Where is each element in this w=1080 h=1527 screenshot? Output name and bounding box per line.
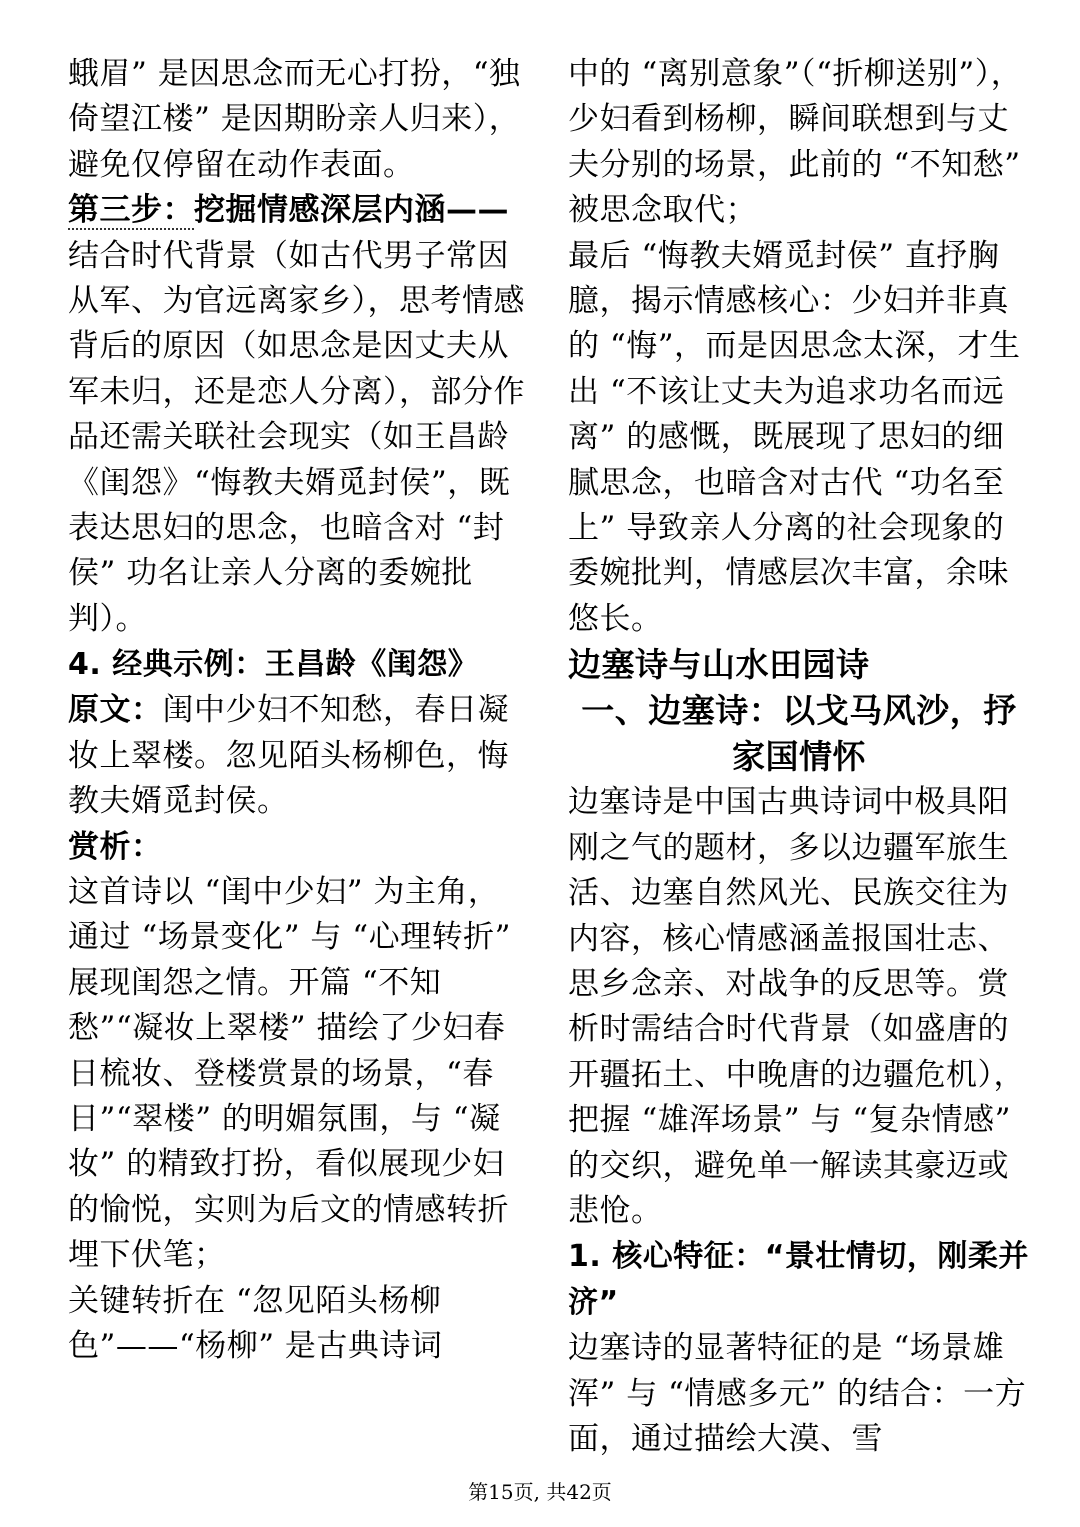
- step-title: 挖掘情感深层内涵——: [194, 192, 509, 229]
- paragraph: 中的 “离别意象”（“折柳送别”），少妇看到杨柳，瞬间联想到与丈夫分别的场景，此前的 “不知愁” 被思念取代；: [568, 56, 1023, 229]
- subsection-heading: 1. 核心特征：“景壮情切，刚柔并济”: [568, 1239, 1029, 1321]
- appreciation-label: 赏析：: [68, 828, 163, 865]
- paragraph: 最后 “悔教夫婿觅封侯” 直抒胸臆，揭示情感核心：少妇并非真的 “悔”，而是因思念太深，才生出 “不该让丈夫为追求功名而远离” 的感慨，既展现了思妇的细腻思念，也暗含对古代 “功名至上” 导致亲人分离的社会现象的委婉批判，情感层次丰富，余味悠长。: [568, 237, 1021, 637]
- chapter-heading: 边塞诗与山水田园诗: [568, 645, 870, 685]
- original-label: 原文：: [68, 692, 163, 729]
- page-footer: 第15页, 共42页: [468, 1480, 612, 1504]
- right-column: [568, 52, 1030, 1463]
- section-heading: 4. 经典示例：王昌龄《闺怨》: [68, 647, 479, 683]
- paragraph: 关键转折在 “忽见陌头杨柳色”——“杨柳” 是古典诗词: [68, 1282, 443, 1364]
- original-text: [68, 688, 530, 824]
- paragraph: 结合时代背景（如古代男子常因从军、为官远离家乡），思考情感背后的原因（如思念是因丈夫从军未归，还是恋人分离），部分作品还需关联社会现实（如王昌龄《闺怨》“悔教夫婿觅封侯”，既表达思妇的思念，也暗含对 “封侯” 功名让亲人分离的委婉批判）。: [68, 237, 525, 637]
- original-poem: 闺中少妇不知愁，春日凝妆上翠楼。忽见陌头杨柳色，悔教夫婿觅封侯。: [68, 692, 509, 820]
- left-column: [68, 52, 530, 1369]
- section-heading: 一、边塞诗：以戈马风沙，抒家国情怀: [581, 691, 1017, 777]
- paragraph: 边塞诗的显著特征的是 “场景雄浑” 与 “情感多元” 的结合：一方面，通过描绘大漠、雪: [568, 1330, 1027, 1458]
- step-heading: [68, 188, 530, 233]
- paragraph: 蛾眉” 是因思念而无心打扮，“独倚望江楼” 是因期盼亲人归来），避免仅停留在动作表面。: [68, 56, 521, 183]
- paragraph: 这首诗以 “闺中少妇” 为主角，通过 “场景变化” 与 “心理转折” 展现闺怨之情。开篇 “不知愁”“凝妆上翠楼” 描绘了少妇春日梳妆、登楼赏景的场景，“春日”“翠楼” 的明媚氛围，与 “凝妆” 的精致打扮，看似展现少妇的愉悦，实则为后文的情感转折埋下伏笔；: [68, 873, 511, 1274]
- step-label: 第三步：: [68, 192, 194, 229]
- paragraph: 边塞诗是中国古典诗词中极具阳刚之气的题材，多以边疆军旅生活、边塞自然风光、民族交往为内容，核心情感涵盖报国壮志、思乡念亲、对战争的反思等。赏析时需结合时代背景（如盛唐的开疆拓土、中晚唐的边疆危机），把握 “雄浑场景” 与 “复杂情感” 的交织，避免单一解读其豪迈或悲怆。: [568, 784, 1025, 1229]
